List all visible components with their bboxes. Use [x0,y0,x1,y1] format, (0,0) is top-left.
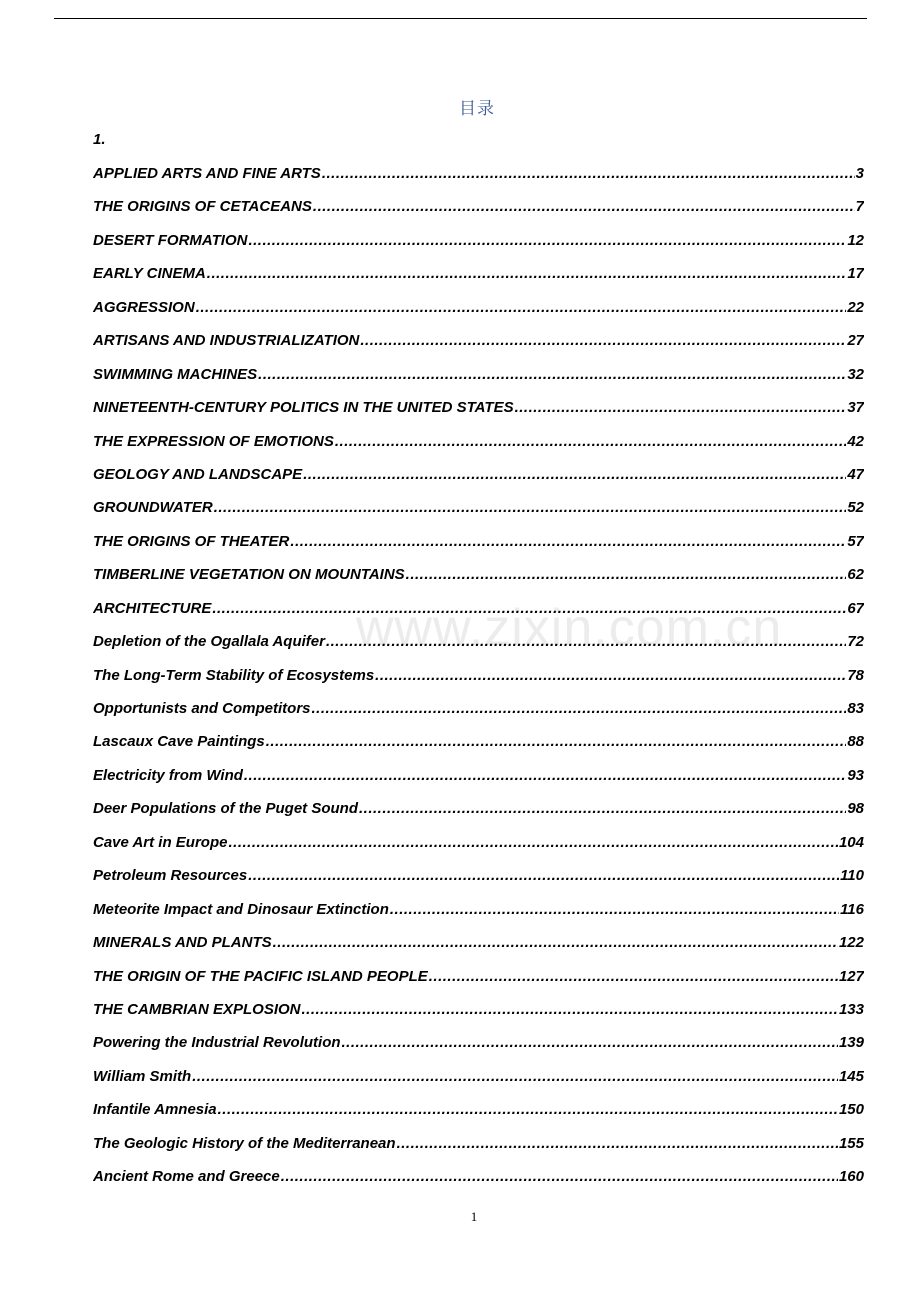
toc-entry-page: 27 [847,332,864,350]
toc-entry-title: ARCHITECTURE [93,599,212,617]
toc-entry-title: NINETEENTH-CENTURY POLITICS IN THE UNITED STATES [93,399,514,417]
toc-entry-title: EARLY CINEMA [93,265,206,283]
toc-leader-dots [290,533,846,550]
toc-leader-dots [258,366,846,383]
toc-entry-title: Opportunists and Competitors [93,700,311,717]
toc-entry[interactable] [93,934,864,967]
toc-entry[interactable] [93,165,864,198]
toc-leader-dots [397,1135,838,1152]
toc-leader-dots [212,600,846,617]
toc-entry[interactable] [93,566,864,599]
toc-leader-dots [312,700,847,717]
toc-entry[interactable] [93,700,864,733]
toc-entry[interactable] [93,1101,864,1134]
toc-list [93,165,864,1202]
toc-entry[interactable] [93,1168,864,1201]
toc-entry-title: Powering the Industrial Revolution [93,1034,341,1052]
toc-entry[interactable] [93,633,864,666]
toc-leader-dots [375,667,846,684]
toc-entry-page: 133 [838,1000,864,1018]
toc-entry-page: 98 [847,800,864,818]
header-rule [54,18,867,19]
toc-leader-dots [515,399,847,416]
toc-entry-page: 78 [847,666,864,684]
toc-entry-page: 42 [847,432,864,450]
page-number: 1 [470,1209,478,1224]
toc-entry-title: TIMBERLINE VEGETATION ON MOUNTAINS [93,566,405,584]
toc-leader-dots [273,934,838,951]
toc-entry-title: THE ORIGINS OF CETACEANS [93,198,312,216]
toc-entry-page: 52 [847,499,864,517]
toc-entry[interactable] [93,366,864,399]
toc-entry[interactable] [93,733,864,766]
toc-leader-dots [248,232,846,249]
toc-entry-page: 12 [847,231,864,249]
toc-title: 目录 [459,99,495,119]
toc-entry-page: 150 [838,1101,864,1119]
toc-leader-dots [196,299,847,316]
toc-entry-page: 127 [838,967,864,985]
toc-leader-dots [266,733,847,750]
toc-entry[interactable] [93,499,864,532]
toc-leader-dots [302,1001,838,1018]
toc-leader-dots [390,901,839,918]
toc-entry[interactable] [93,533,864,566]
toc-leader-dots [429,968,838,985]
toc-leader-dots [322,165,855,182]
toc-entry-page: 110 [840,867,864,885]
toc-entry-page: 17 [847,265,864,283]
toc-entry-page: 155 [838,1134,864,1152]
toc-entry-title: Lascaux Cave Paintings [93,733,265,751]
toc-entry[interactable] [93,1135,864,1168]
toc-leader-dots [244,767,846,784]
toc-entry-title: THE EXPRESSION OF EMOTIONS [93,432,334,450]
toc-entry[interactable] [93,867,864,900]
toc-entry[interactable] [93,767,864,800]
toc-entry-page: 7 [855,198,864,216]
toc-leader-dots [207,265,847,282]
toc-entry[interactable] [93,466,864,499]
toc-entry[interactable] [93,198,864,231]
toc-entry-page: 93 [847,766,864,784]
toc-leader-dots [218,1101,838,1118]
toc-entry[interactable] [93,332,864,365]
toc-entry-title: William Smith [93,1067,192,1085]
toc-entry[interactable] [93,1001,864,1034]
toc-entry-title: SWIMMING MACHINES [93,365,258,383]
watermark: www.zixin.com.cn [356,599,783,657]
toc-entry[interactable] [93,299,864,332]
toc-entry-page: 122 [838,934,864,952]
toc-entry[interactable] [93,968,864,1001]
toc-leader-dots [335,433,846,450]
toc-entry-title: GEOLOGY AND LANDSCAPE [93,465,303,483]
toc-entry-title: The Long-Term Stability of Ecosystems [93,666,375,684]
toc-entry-page: 88 [847,733,864,751]
toc-entry[interactable] [93,667,864,700]
toc-entry-title: Cave Art in Europe [93,833,228,851]
toc-entry[interactable] [93,1068,864,1101]
toc-entry-page: 57 [847,532,864,550]
toc-entry[interactable] [93,901,864,934]
toc-entry-title: MINERALS AND PLANTS [93,934,272,952]
toc-entry-title: Deer Populations of the Puget Sound [93,800,359,818]
toc-entry-page: 67 [847,599,864,617]
toc-leader-dots [313,198,855,215]
toc-entry-page: 83 [847,700,864,717]
toc-entry-title: Meteorite Impact and Dinosaur Extinction [93,900,389,918]
toc-leader-dots [326,633,846,650]
toc-entry-page: 160 [838,1168,864,1186]
toc-leader-dots [192,1068,838,1085]
toc-entry-title: AGGRESSION [93,298,195,316]
toc-leader-dots [359,800,846,817]
toc-entry-title: Infantile Amnesia [93,1101,217,1119]
toc-entry[interactable] [93,1034,864,1067]
toc-entry[interactable] [93,834,864,867]
toc-entry-title: ARTISANS AND INDUSTRIALIZATION [93,332,360,350]
toc-entry-page: 3 [855,165,864,182]
toc-entry[interactable] [93,600,864,633]
toc-entry-title: Ancient Rome and Greece [93,1168,280,1186]
toc-entry-title: Petroleum Resources [93,867,248,885]
toc-leader-dots [360,332,846,349]
toc-entry-page: 62 [847,566,864,584]
toc-entry-title: Electricity from Wind [93,766,243,784]
toc-leader-dots [248,867,839,884]
toc-entry-page: 32 [847,365,864,383]
toc-entry-page: 47 [847,465,864,483]
toc-entry[interactable] [93,433,864,466]
section-number: 1. [93,131,106,148]
toc-leader-dots [281,1168,838,1185]
toc-leader-dots [406,566,847,583]
toc-entry-title: Depletion of the Ogallala Aquifer [93,633,325,651]
toc-entry-title: DESERT FORMATION [93,231,248,249]
toc-entry-page: 145 [838,1067,864,1085]
toc-entry[interactable] [93,399,864,432]
toc-entry-title: THE ORIGIN OF THE PACIFIC ISLAND PEOPLE [93,967,428,985]
toc-entry[interactable] [93,232,864,265]
toc-entry-title: The Geologic History of the Mediterranean [93,1134,396,1152]
toc-entry-page: 104 [838,833,864,851]
toc-entry-page: 139 [838,1034,864,1052]
toc-entry-page: 37 [847,399,864,417]
toc-entry-page: 72 [847,633,864,651]
toc-entry-page: 22 [847,298,864,316]
toc-leader-dots [228,834,837,851]
toc-entry-title: GROUNDWATER [93,499,213,517]
toc-entry-title: THE ORIGINS OF THEATER [93,532,290,550]
toc-leader-dots [342,1034,838,1051]
toc-entry-title: THE CAMBRIAN EXPLOSION [93,1000,301,1018]
toc-entry[interactable] [93,800,864,833]
toc-leader-dots [303,466,846,483]
toc-entry[interactable] [93,265,864,298]
toc-leader-dots [214,499,847,516]
toc-entry-page: 116 [840,900,864,918]
toc-entry-title: APPLIED ARTS AND FINE ARTS [93,165,321,182]
